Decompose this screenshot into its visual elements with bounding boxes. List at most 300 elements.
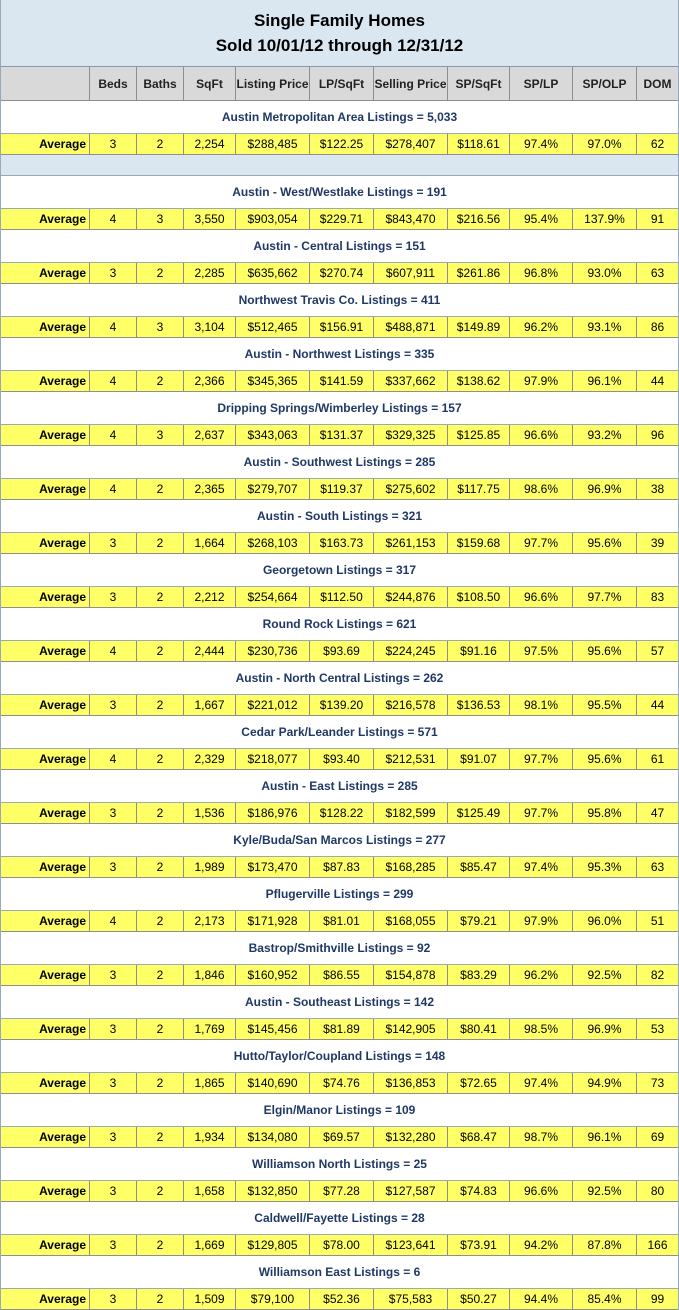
- cell-sp-sqft: $118.61: [448, 134, 510, 154]
- cell-sp-lp: 96.6%: [510, 587, 573, 607]
- table-row: [1, 1181, 678, 1202]
- cell-beds: 3: [90, 533, 137, 553]
- area-title: Austin - Northwest Listings = 335: [1, 338, 678, 371]
- cell-sp-lp: 97.9%: [510, 371, 573, 391]
- cell-sqft: 1,934: [184, 1127, 236, 1147]
- cell-dom: 47: [650, 806, 665, 820]
- area-title: Hutto/Taylor/Coupland Listings = 148: [1, 1040, 678, 1073]
- table-row: [1, 857, 678, 878]
- cell-beds: 4: [90, 749, 137, 769]
- area-title: Austin Metropolitan Area Listings = 5,033: [1, 101, 678, 134]
- table-row: [1, 695, 678, 716]
- column-header-beds: Beds: [90, 67, 137, 100]
- cell-listing-price: $279,707: [236, 479, 310, 499]
- cell-sp-sqft: $117.75: [448, 479, 510, 499]
- cell-listing-price: $230,736: [236, 641, 310, 661]
- table-row: [1, 641, 678, 662]
- column-header-sp-olp: SP/OLP: [573, 67, 637, 100]
- cell-sp-sqft: $74.83: [448, 1181, 510, 1201]
- cell-beds: 3: [90, 695, 137, 715]
- cell-baths: 2: [137, 1073, 184, 1093]
- area-title: Northwest Travis Co. Listings = 411: [1, 284, 678, 317]
- table-row: [1, 1289, 678, 1310]
- cell-sp-lp: 97.4%: [510, 134, 573, 154]
- column-header-lp-sqft: LP/SqFt: [310, 67, 374, 100]
- cell-sp-olp: 95.5%: [573, 695, 637, 715]
- report-title: [1, 0, 678, 67]
- cell-baths: 2: [137, 134, 184, 154]
- cell-dom: 83: [650, 590, 665, 604]
- table-row: [1, 209, 678, 230]
- cell-selling-price: $75,583: [374, 1289, 448, 1309]
- cell-listing-price: $254,664: [236, 587, 310, 607]
- cell-sp-lp: 96.8%: [510, 263, 573, 283]
- cell-sp-lp: 95.4%: [510, 209, 573, 229]
- table-row: [1, 134, 678, 155]
- cell-baths: 2: [137, 803, 184, 823]
- cell-listing-price: $160,952: [236, 965, 310, 985]
- report-title-line-2: Sold 10/01/12 through 12/31/12: [215, 36, 464, 55]
- cell-lp-sqft: $93.40: [310, 749, 374, 769]
- table-row: [1, 425, 678, 446]
- cell-sp-lp: 97.7%: [510, 533, 573, 553]
- cell-listing-price: $512,465: [236, 317, 310, 337]
- cell-sp-olp: 85.4%: [573, 1289, 637, 1309]
- column-header-sp-lp: SP/LP: [510, 67, 573, 100]
- column-header-sp-sqft: SP/SqFt: [448, 67, 510, 100]
- cell-lp-sqft: $139.20: [310, 695, 374, 715]
- cell-sp-olp: 95.8%: [573, 803, 637, 823]
- cell-sp-sqft: $72.65: [448, 1073, 510, 1093]
- cell-sp-olp: 93.2%: [573, 425, 637, 445]
- cell-dom: 38: [650, 482, 665, 496]
- cell-listing-price: $288,485: [236, 134, 310, 154]
- cell-selling-price: $142,905: [374, 1019, 448, 1039]
- cell-listing-price: $79,100: [236, 1289, 310, 1309]
- column-header-dom: DOM: [643, 76, 672, 91]
- area-title: Bastrop/Smithville Listings = 92: [1, 932, 678, 965]
- cell-sqft: 3,550: [184, 209, 236, 229]
- cell-dom: 39: [650, 536, 665, 550]
- area-title: Elgin/Manor Listings = 109: [1, 1094, 678, 1127]
- cell-beds: 3: [90, 263, 137, 283]
- row-label: Average: [1, 1181, 90, 1201]
- cell-sp-sqft: $108.50: [448, 587, 510, 607]
- cell-lp-sqft: $156.91: [310, 317, 374, 337]
- cell-baths: 2: [137, 857, 184, 877]
- table-row: [1, 1019, 678, 1040]
- cell-baths: 2: [137, 533, 184, 553]
- cell-lp-sqft: $229.71: [310, 209, 374, 229]
- row-label: Average: [1, 533, 90, 553]
- cell-sqft: 1,536: [184, 803, 236, 823]
- cell-sp-olp: 96.9%: [573, 479, 637, 499]
- row-label: Average: [1, 209, 90, 229]
- cell-baths: 2: [137, 1181, 184, 1201]
- cell-sp-olp: 95.6%: [573, 749, 637, 769]
- cell-listing-price: $903,054: [236, 209, 310, 229]
- row-label: Average: [1, 749, 90, 769]
- cell-selling-price: $123,641: [374, 1235, 448, 1255]
- cell-sp-olp: 92.5%: [573, 965, 637, 985]
- cell-sqft: 1,865: [184, 1073, 236, 1093]
- row-label: Average: [1, 1235, 90, 1255]
- column-header-listing-price: Listing Price: [236, 67, 310, 100]
- cell-selling-price: $154,878: [374, 965, 448, 985]
- row-label: Average: [1, 1019, 90, 1039]
- cell-dom: 44: [650, 374, 665, 388]
- cell-sp-lp: 98.7%: [510, 1127, 573, 1147]
- table-row: [1, 317, 678, 338]
- area-title: Austin - Southeast Listings = 142: [1, 986, 678, 1019]
- cell-sp-olp: 96.9%: [573, 1019, 637, 1039]
- cell-listing-price: $345,365: [236, 371, 310, 391]
- cell-sqft: 2,444: [184, 641, 236, 661]
- cell-dom: 51: [650, 914, 665, 928]
- cell-sp-sqft: $83.29: [448, 965, 510, 985]
- cell-sp-sqft: $85.47: [448, 857, 510, 877]
- table-row: [1, 911, 678, 932]
- cell-listing-price: $132,850: [236, 1181, 310, 1201]
- cell-beds: 3: [90, 857, 137, 877]
- row-label: Average: [1, 425, 90, 445]
- cell-beds: 3: [90, 134, 137, 154]
- cell-dom: 166: [647, 1238, 668, 1252]
- cell-sp-sqft: $79.21: [448, 911, 510, 931]
- cell-listing-price: $268,103: [236, 533, 310, 553]
- cell-sp-lp: 98.6%: [510, 479, 573, 499]
- cell-sp-lp: 96.2%: [510, 965, 573, 985]
- cell-lp-sqft: $119.37: [310, 479, 374, 499]
- area-title: Dripping Springs/Wimberley Listings = 157: [1, 392, 678, 425]
- cell-sqft: 1,509: [184, 1289, 236, 1309]
- cell-sp-lp: 97.5%: [510, 641, 573, 661]
- cell-lp-sqft: $74.76: [310, 1073, 374, 1093]
- cell-dom: 99: [650, 1292, 665, 1306]
- cell-lp-sqft: $52.36: [310, 1289, 374, 1309]
- cell-dom: 44: [650, 698, 665, 712]
- cell-sqft: 1,669: [184, 1235, 236, 1255]
- cell-sp-sqft: $50.27: [448, 1289, 510, 1309]
- area-title: Pflugerville Listings = 299: [1, 878, 678, 911]
- cell-sp-sqft: $216.56: [448, 209, 510, 229]
- row-label: Average: [1, 641, 90, 661]
- cell-dom: 86: [650, 320, 665, 334]
- cell-beds: 4: [90, 425, 137, 445]
- area-title: Caldwell/Fayette Listings = 28: [1, 1202, 678, 1235]
- cell-lp-sqft: $78.00: [310, 1235, 374, 1255]
- cell-sp-lp: 97.4%: [510, 857, 573, 877]
- cell-lp-sqft: $81.89: [310, 1019, 374, 1039]
- cell-sp-sqft: $68.47: [448, 1127, 510, 1147]
- row-label: Average: [1, 911, 90, 931]
- row-label: Average: [1, 803, 90, 823]
- cell-baths: 2: [137, 371, 184, 391]
- cell-lp-sqft: $122.25: [310, 134, 374, 154]
- cell-sqft: 2,173: [184, 911, 236, 931]
- cell-sqft: 2,212: [184, 587, 236, 607]
- cell-sp-sqft: $149.89: [448, 317, 510, 337]
- cell-lp-sqft: $87.83: [310, 857, 374, 877]
- cell-baths: 2: [137, 479, 184, 499]
- cell-beds: 4: [90, 479, 137, 499]
- cell-beds: 3: [90, 1127, 137, 1147]
- cell-beds: 3: [90, 803, 137, 823]
- cell-baths: 2: [137, 1127, 184, 1147]
- cell-selling-price: $843,470: [374, 209, 448, 229]
- area-title: Cedar Park/Leander Listings = 571: [1, 716, 678, 749]
- cell-dom: 80: [650, 1184, 665, 1198]
- cell-sp-olp: 95.6%: [573, 641, 637, 661]
- cell-dom: 96: [650, 428, 665, 442]
- cell-selling-price: $329,325: [374, 425, 448, 445]
- cell-lp-sqft: $77.28: [310, 1181, 374, 1201]
- cell-lp-sqft: $131.37: [310, 425, 374, 445]
- cell-sp-sqft: $138.62: [448, 371, 510, 391]
- area-title: Austin - Central Listings = 151: [1, 230, 678, 263]
- table-row: [1, 479, 678, 500]
- cell-beds: 3: [90, 587, 137, 607]
- area-title: Austin - Southwest Listings = 285: [1, 446, 678, 479]
- cell-sqft: 2,366: [184, 371, 236, 391]
- area-title: Austin - East Listings = 285: [1, 770, 678, 803]
- cell-dom: 91: [650, 212, 665, 226]
- cell-baths: 2: [137, 1289, 184, 1309]
- cell-listing-price: $145,456: [236, 1019, 310, 1039]
- table-row: [1, 1127, 678, 1148]
- cell-beds: 3: [90, 1235, 137, 1255]
- cell-beds: 3: [90, 1289, 137, 1309]
- cell-sp-lp: 96.6%: [510, 425, 573, 445]
- cell-sp-olp: 96.0%: [573, 911, 637, 931]
- cell-selling-price: $127,587: [374, 1181, 448, 1201]
- area-title: Round Rock Listings = 621: [1, 608, 678, 641]
- cell-sp-lp: 97.4%: [510, 1073, 573, 1093]
- cell-selling-price: $337,662: [374, 371, 448, 391]
- cell-lp-sqft: $163.73: [310, 533, 374, 553]
- cell-sp-olp: 95.6%: [573, 533, 637, 553]
- cell-baths: 2: [137, 1019, 184, 1039]
- cell-baths: 2: [137, 263, 184, 283]
- cell-beds: 4: [90, 317, 137, 337]
- cell-dom: 62: [650, 137, 665, 151]
- cell-sp-sqft: $91.16: [448, 641, 510, 661]
- cell-sqft: 1,667: [184, 695, 236, 715]
- cell-baths: 2: [137, 587, 184, 607]
- cell-sqft: 1,989: [184, 857, 236, 877]
- cell-sp-olp: 97.7%: [573, 587, 637, 607]
- row-label: Average: [1, 479, 90, 499]
- cell-beds: 4: [90, 209, 137, 229]
- cell-sp-lp: 94.4%: [510, 1289, 573, 1309]
- cell-dom: 82: [650, 968, 665, 982]
- cell-sp-olp: 95.3%: [573, 857, 637, 877]
- table-row: [1, 965, 678, 986]
- table-row: [1, 533, 678, 554]
- row-label: Average: [1, 965, 90, 985]
- cell-listing-price: $343,063: [236, 425, 310, 445]
- cell-selling-price: $182,599: [374, 803, 448, 823]
- cell-beds: 4: [90, 371, 137, 391]
- cell-sqft: 2,285: [184, 263, 236, 283]
- cell-lp-sqft: $128.22: [310, 803, 374, 823]
- cell-baths: 3: [137, 209, 184, 229]
- cell-sp-olp: 93.0%: [573, 263, 637, 283]
- table-row: [1, 749, 678, 770]
- cell-lp-sqft: $86.55: [310, 965, 374, 985]
- cell-selling-price: $212,531: [374, 749, 448, 769]
- table-row: [1, 263, 678, 284]
- table-row: [1, 587, 678, 608]
- row-label: Average: [1, 1289, 90, 1309]
- cell-sp-lp: 96.2%: [510, 317, 573, 337]
- cell-listing-price: $218,077: [236, 749, 310, 769]
- cell-listing-price: $140,690: [236, 1073, 310, 1093]
- cell-selling-price: $168,055: [374, 911, 448, 931]
- table-row: [1, 803, 678, 824]
- cell-sqft: 1,664: [184, 533, 236, 553]
- column-header-sqft: SqFt: [184, 67, 236, 100]
- cell-selling-price: $261,153: [374, 533, 448, 553]
- cell-baths: 2: [137, 1235, 184, 1255]
- cell-baths: 3: [137, 317, 184, 337]
- cell-selling-price: $244,876: [374, 587, 448, 607]
- row-label: Average: [1, 1127, 90, 1147]
- cell-listing-price: $186,976: [236, 803, 310, 823]
- cell-sp-lp: 98.1%: [510, 695, 573, 715]
- cell-sp-olp: 96.1%: [573, 1127, 637, 1147]
- area-title: Georgetown Listings = 317: [1, 554, 678, 587]
- cell-sqft: 2,365: [184, 479, 236, 499]
- cell-sp-sqft: $125.49: [448, 803, 510, 823]
- table-row: [1, 1073, 678, 1094]
- cell-sp-sqft: $125.85: [448, 425, 510, 445]
- cell-sp-olp: 97.0%: [573, 134, 637, 154]
- cell-selling-price: $132,280: [374, 1127, 448, 1147]
- cell-baths: 2: [137, 695, 184, 715]
- row-label: Average: [1, 263, 90, 283]
- cell-sp-lp: 94.2%: [510, 1235, 573, 1255]
- cell-sp-lp: 97.7%: [510, 803, 573, 823]
- row-label: Average: [1, 317, 90, 337]
- cell-listing-price: $173,470: [236, 857, 310, 877]
- cell-beds: 3: [90, 1019, 137, 1039]
- cell-selling-price: $278,407: [374, 134, 448, 154]
- cell-sp-sqft: $136.53: [448, 695, 510, 715]
- cell-sp-sqft: $159.68: [448, 533, 510, 553]
- report-title-line-1: Single Family Homes: [254, 11, 425, 30]
- cell-lp-sqft: $112.50: [310, 587, 374, 607]
- cell-lp-sqft: $93.69: [310, 641, 374, 661]
- area-title: Austin - West/Westlake Listings = 191: [1, 176, 678, 209]
- cell-listing-price: $134,080: [236, 1127, 310, 1147]
- row-label: Average: [1, 1073, 90, 1093]
- cell-selling-price: $607,911: [374, 263, 448, 283]
- cell-selling-price: $224,245: [374, 641, 448, 661]
- cell-baths: 2: [137, 749, 184, 769]
- cell-sqft: 2,637: [184, 425, 236, 445]
- cell-sp-olp: 92.5%: [573, 1181, 637, 1201]
- cell-dom: 69: [650, 1130, 665, 1144]
- cell-baths: 2: [137, 911, 184, 931]
- cell-listing-price: $171,928: [236, 911, 310, 931]
- cell-sp-sqft: $73.91: [448, 1235, 510, 1255]
- separator-row: [1, 155, 678, 176]
- area-title: Austin - North Central Listings = 262: [1, 662, 678, 695]
- cell-beds: 3: [90, 1181, 137, 1201]
- cell-sp-sqft: $261.86: [448, 263, 510, 283]
- cell-beds: 3: [90, 1073, 137, 1093]
- cell-sp-olp: 137.9%: [573, 209, 637, 229]
- cell-listing-price: $129,805: [236, 1235, 310, 1255]
- cell-sqft: 1,846: [184, 965, 236, 985]
- cell-selling-price: $216,578: [374, 695, 448, 715]
- cell-sqft: 1,769: [184, 1019, 236, 1039]
- cell-sp-olp: 87.8%: [573, 1235, 637, 1255]
- cell-listing-price: $221,012: [236, 695, 310, 715]
- area-title: Williamson North Listings = 25: [1, 1148, 678, 1181]
- column-header-row: [1, 67, 678, 101]
- cell-baths: 3: [137, 425, 184, 445]
- cell-dom: 53: [650, 1022, 665, 1036]
- cell-lp-sqft: $69.57: [310, 1127, 374, 1147]
- table-body: [1, 101, 678, 1310]
- cell-baths: 2: [137, 965, 184, 985]
- cell-lp-sqft: $270.74: [310, 263, 374, 283]
- table-row: [1, 1235, 678, 1256]
- area-title: Williamson East Listings = 6: [1, 1256, 678, 1289]
- table-row: [1, 371, 678, 392]
- cell-sp-lp: 97.9%: [510, 911, 573, 931]
- column-header-selling-price: Selling Price: [374, 67, 448, 100]
- column-header-blank: [1, 67, 90, 100]
- area-title: Kyle/Buda/San Marcos Listings = 277: [1, 824, 678, 857]
- cell-selling-price: $168,285: [374, 857, 448, 877]
- cell-sp-olp: 93.1%: [573, 317, 637, 337]
- cell-sqft: 3,104: [184, 317, 236, 337]
- row-label: Average: [1, 587, 90, 607]
- row-label: Average: [1, 695, 90, 715]
- cell-sp-olp: 96.1%: [573, 371, 637, 391]
- cell-dom: 73: [650, 1076, 665, 1090]
- cell-dom: 57: [650, 644, 665, 658]
- cell-dom: 61: [650, 752, 665, 766]
- cell-beds: 4: [90, 641, 137, 661]
- cell-listing-price: $635,662: [236, 263, 310, 283]
- cell-sp-lp: 98.5%: [510, 1019, 573, 1039]
- cell-sqft: 1,658: [184, 1181, 236, 1201]
- cell-selling-price: $136,853: [374, 1073, 448, 1093]
- cell-sqft: 2,254: [184, 134, 236, 154]
- cell-sqft: 2,329: [184, 749, 236, 769]
- column-header-baths: Baths: [137, 67, 184, 100]
- cell-sp-sqft: $91.07: [448, 749, 510, 769]
- cell-lp-sqft: $81.01: [310, 911, 374, 931]
- cell-beds: 4: [90, 911, 137, 931]
- cell-selling-price: $488,871: [374, 317, 448, 337]
- cell-selling-price: $275,602: [374, 479, 448, 499]
- cell-dom: 63: [650, 860, 665, 874]
- cell-sp-lp: 96.6%: [510, 1181, 573, 1201]
- row-label: Average: [1, 857, 90, 877]
- cell-lp-sqft: $141.59: [310, 371, 374, 391]
- cell-sp-olp: 94.9%: [573, 1073, 637, 1093]
- cell-sp-sqft: $80.41: [448, 1019, 510, 1039]
- cell-beds: 3: [90, 965, 137, 985]
- row-label: Average: [1, 371, 90, 391]
- area-title: Austin - South Listings = 321: [1, 500, 678, 533]
- cell-baths: 2: [137, 641, 184, 661]
